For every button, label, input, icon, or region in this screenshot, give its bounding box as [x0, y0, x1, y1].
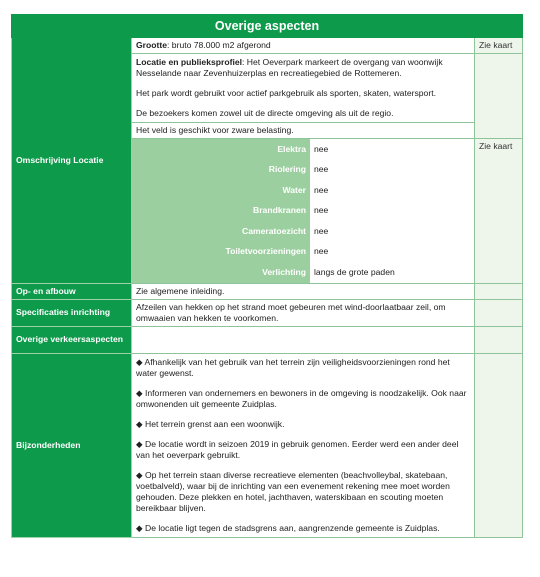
utility-row: [132, 242, 474, 263]
utility-row: [132, 221, 474, 242]
locatie-p1: : Het Oeverpark markeert de overgang van woonwijk Nesselande naar Zevenhuizerplas en recreatiegebied de Rottemeren.: [136, 57, 443, 78]
locatie-paragraph-2: Het park wordt gebruikt voor actief parkgebruik als sporten, skaten, watersport.: [136, 88, 436, 98]
locatie-label: Locatie en publieksprofiel: [136, 57, 243, 67]
bullet-item: ◆ De locatie ligt tegen de stadsgrens aan, aangrenzende gemeente is Zuidplas.: [136, 522, 440, 533]
locatie-paragraph-3: De bezoekers komen zowel uit de directe omgeving als uit de regio.: [136, 108, 394, 118]
opafbouw-label: Op- en afbouw: [12, 283, 132, 299]
grootte-cell: [132, 38, 475, 54]
utility-value: nee: [310, 221, 474, 242]
specificaties-label: Specificaties inrichting: [12, 299, 132, 326]
bijzonderheden-side: [475, 353, 523, 537]
utility-label: Toiletvoorzieningen: [132, 242, 310, 263]
grootte-ref: Zie kaart: [475, 38, 523, 54]
utility-row: [132, 180, 474, 201]
utility-row: [132, 139, 474, 160]
utility-row: [132, 262, 474, 283]
aspects-table: [11, 14, 523, 538]
veld-text: Het veld is geschikt voor zware belasting.: [132, 123, 475, 139]
utility-label: Cameratoezicht: [132, 221, 310, 242]
locatie-side: [475, 54, 523, 139]
utility-value: nee: [310, 160, 474, 181]
utility-label: Verlichting: [132, 262, 310, 283]
verkeer-side: [475, 326, 523, 353]
utility-value: langs de grote paden: [310, 262, 474, 283]
grootte-value: : bruto 78.000 m2 afgerond: [167, 40, 271, 50]
grootte-label: Grootte: [136, 40, 168, 50]
specificaties-value: Afzeilen van hekken op het strand moet gebeuren met wind-doorlaatbaar zeil, om omwaaien van hekken te voorkomen.: [132, 299, 475, 326]
locatie-cell: [132, 54, 475, 123]
verkeer-label: Overige verkeersaspecten: [12, 326, 132, 353]
utility-value: nee: [310, 201, 474, 222]
utilities-ref: Zie kaart: [475, 139, 523, 284]
table-title: Overige aspecten: [12, 15, 523, 38]
opafbouw-value: Zie algemene inleiding.: [132, 283, 475, 299]
bullet-item: ◆ Informeren van ondernemers en bewoners in de omgeving is noodzakelijk. Ook naar omwonenden uit gemeente Zuidplas.: [136, 387, 467, 409]
utilities-grid: [132, 139, 474, 283]
utility-row: [132, 201, 474, 222]
bullet-item: ◆ Afhankelijk van het gebruik van het terrein zijn veiligheidsvoorzieningen rond het water gewenst.: [136, 356, 450, 378]
utility-label: Riolering: [132, 160, 310, 181]
utility-row: [132, 160, 474, 181]
location-sheet: [11, 14, 522, 538]
utility-value: nee: [310, 242, 474, 263]
bullet-item: ◆ Het terrein grenst aan een woonwijk.: [136, 418, 285, 429]
bijzonderheden-label: Bijzonderheden: [12, 353, 132, 537]
specificaties-side: [475, 299, 523, 326]
utilities-cell: [132, 139, 475, 284]
utility-label: Brandkranen: [132, 201, 310, 222]
bullet-item: ◆ De locatie wordt in seizoen 2019 in gebruik genomen. Eerder werd een ander deel van het oeverpark gebruikt.: [136, 438, 459, 460]
utility-label: Water: [132, 180, 310, 201]
utility-value: nee: [310, 139, 474, 160]
verkeer-value: [132, 326, 475, 353]
locatie-paragraph-1: [136, 57, 470, 79]
bullet-item: ◆ Op het terrein staan diverse recreatieve elementen (beachvolleybal, skatebaan, voetbalveld), waar bij de inrichting van een evenement rekening mee moet worden gehouden. Deze plekken en hotel, jachthaven, waterskibaan en scouting moeten bereikbaar blijven.: [136, 469, 450, 513]
bijzonderheden-list: [132, 353, 475, 537]
utility-label: Elektra: [132, 139, 310, 160]
opafbouw-side: [475, 283, 523, 299]
utility-value: nee: [310, 180, 474, 201]
omschrijving-locatie-label: Omschrijving Locatie: [12, 38, 132, 284]
